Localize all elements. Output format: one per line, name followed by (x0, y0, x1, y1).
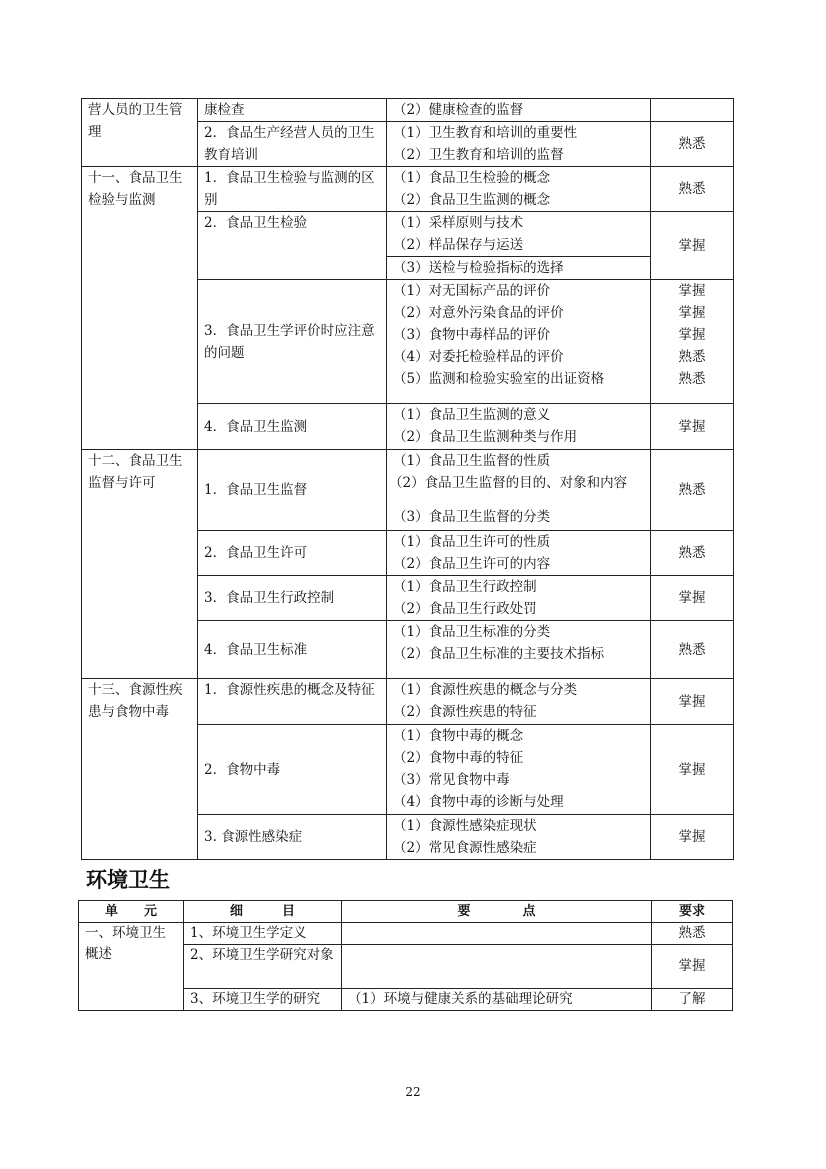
points-cell: （1）环境与健康关系的基础理论研究 (342, 989, 652, 1011)
detail-cell: 2．食品卫生许可 (198, 531, 387, 576)
requirement-cell: 熟悉 (652, 923, 733, 945)
table-row (79, 923, 733, 945)
detail-cell: 1、环境卫生学定义 (184, 923, 342, 945)
requirement-cell: 了解 (652, 989, 733, 1011)
detail-cell: 2．食品卫生检验 (198, 212, 387, 280)
detail-cell: 4．食品卫生监测 (198, 404, 387, 450)
detail-cell: 3、环境卫生学的研究 (184, 989, 342, 1011)
detail-cell: 2．食物中毒 (198, 725, 387, 815)
requirement-cell: 熟悉 (651, 621, 734, 679)
detail-cell: 2、环境卫生学研究对象 (184, 945, 342, 989)
points-cell: （1）卫生教育和培训的重要性 （2）卫生教育和培训的监督 (387, 122, 651, 167)
points-cell: （1）食品卫生监督的性质 （2）食品卫生监督的目的、对象和内容 （3）食品卫生监督的分类 (387, 450, 651, 531)
table-row (82, 450, 734, 531)
requirement-cell: 熟悉 (651, 531, 734, 576)
points-cell: （1）采样原则与技术 （2）样品保存与运送 （3）送检与检验指标的选择 (387, 212, 651, 280)
detail-cell: 1．食品卫生监督 (198, 450, 387, 531)
points-cell: （1）食源性疾患的概念与分类 （2）食源性疾患的特征 (387, 679, 651, 725)
environmental-hygiene-table (78, 900, 733, 1011)
requirement-cell: 掌握 (651, 815, 734, 860)
points-cell: （1）对无国标产品的评价 （2）对意外污染食品的评价 （3）食物中毒样品的评价 （4）对委托检验样品的评价 （5）监测和检验实验室的出证资格 (387, 280, 651, 404)
detail-cell: 4．食品卫生标准 (198, 621, 387, 679)
points-cell: （1）食品卫生检验的概念 （2）食品卫生监测的概念 (387, 167, 651, 212)
requirement-cell: 熟悉 (651, 122, 734, 167)
points-cell: （1）食物中毒的概念 （2）食物中毒的特征 （3）常见食物中毒 （4）食物中毒的诊断与处理 (387, 725, 651, 815)
points-cell (342, 923, 652, 945)
requirement-cell: 掌握 (651, 576, 734, 621)
food-hygiene-table (81, 98, 734, 860)
points-cell: （1）食品卫生许可的性质 （2）食品卫生许可的内容 (387, 531, 651, 576)
header-detail: 细 目 (184, 901, 342, 923)
detail-cell: 1．食源性疾患的概念及特征 (198, 679, 387, 725)
requirement-cell: 掌握 (651, 679, 734, 725)
table-header-row (79, 901, 733, 923)
requirement-cell: 掌握 (651, 404, 734, 450)
detail-cell: 康检查 (198, 99, 387, 122)
header-points: 要 点 (342, 901, 652, 923)
requirement-cell: 熟悉 (651, 450, 734, 531)
header-requirement: 要求 (652, 901, 733, 923)
header-unit: 单 元 (79, 901, 184, 923)
points-cell: （1）食品卫生监测的意义 （2）食品卫生监测种类与作用 (387, 404, 651, 450)
detail-cell: 1．食品卫生检验与监测的区别 (198, 167, 387, 212)
requirement-cell: 掌握 (652, 945, 733, 989)
table-row (82, 99, 734, 122)
detail-cell: 2．食品生产经营人员的卫生教育培训 (198, 122, 387, 167)
requirement-cell: 掌握 (651, 725, 734, 815)
points-cell: （1）食品卫生标准的分类 （2）食品卫生标准的主要技术指标 (387, 621, 651, 679)
page-number: 22 (405, 1085, 421, 1099)
unit-cell: 十三、食源性疾患与食物中毒 (82, 679, 198, 860)
section-title: 环境卫生 (86, 868, 170, 892)
detail-cell: 3. 食源性感染症 (198, 815, 387, 860)
unit-cell: 营人员的卫生管理 (82, 99, 198, 167)
points-cell: （1）食品卫生行政控制 （2）食品卫生行政处罚 (387, 576, 651, 621)
points-cell: （1）食源性感染症现状 （2）常见食源性感染症 (387, 815, 651, 860)
table-row (82, 679, 734, 725)
unit-cell: 十二、食品卫生监督与许可 (82, 450, 198, 679)
requirement-cell (651, 99, 734, 122)
detail-cell: 3．食品卫生学评价时应注意的问题 (198, 280, 387, 404)
requirement-cell: 熟悉 (651, 167, 734, 212)
table-row (82, 167, 734, 212)
requirement-cell: 掌握 (651, 212, 734, 280)
detail-cell: 3．食品卫生行政控制 (198, 576, 387, 621)
requirement-cell: 掌握 掌握 掌握 熟悉 熟悉 (651, 280, 734, 404)
unit-cell: 十一、食品卫生检验与监测 (82, 167, 198, 450)
points-cell (342, 945, 652, 989)
points-cell: （2）健康检查的监督 (387, 99, 651, 122)
unit-cell: 一、环境卫生概述 (79, 923, 184, 1011)
